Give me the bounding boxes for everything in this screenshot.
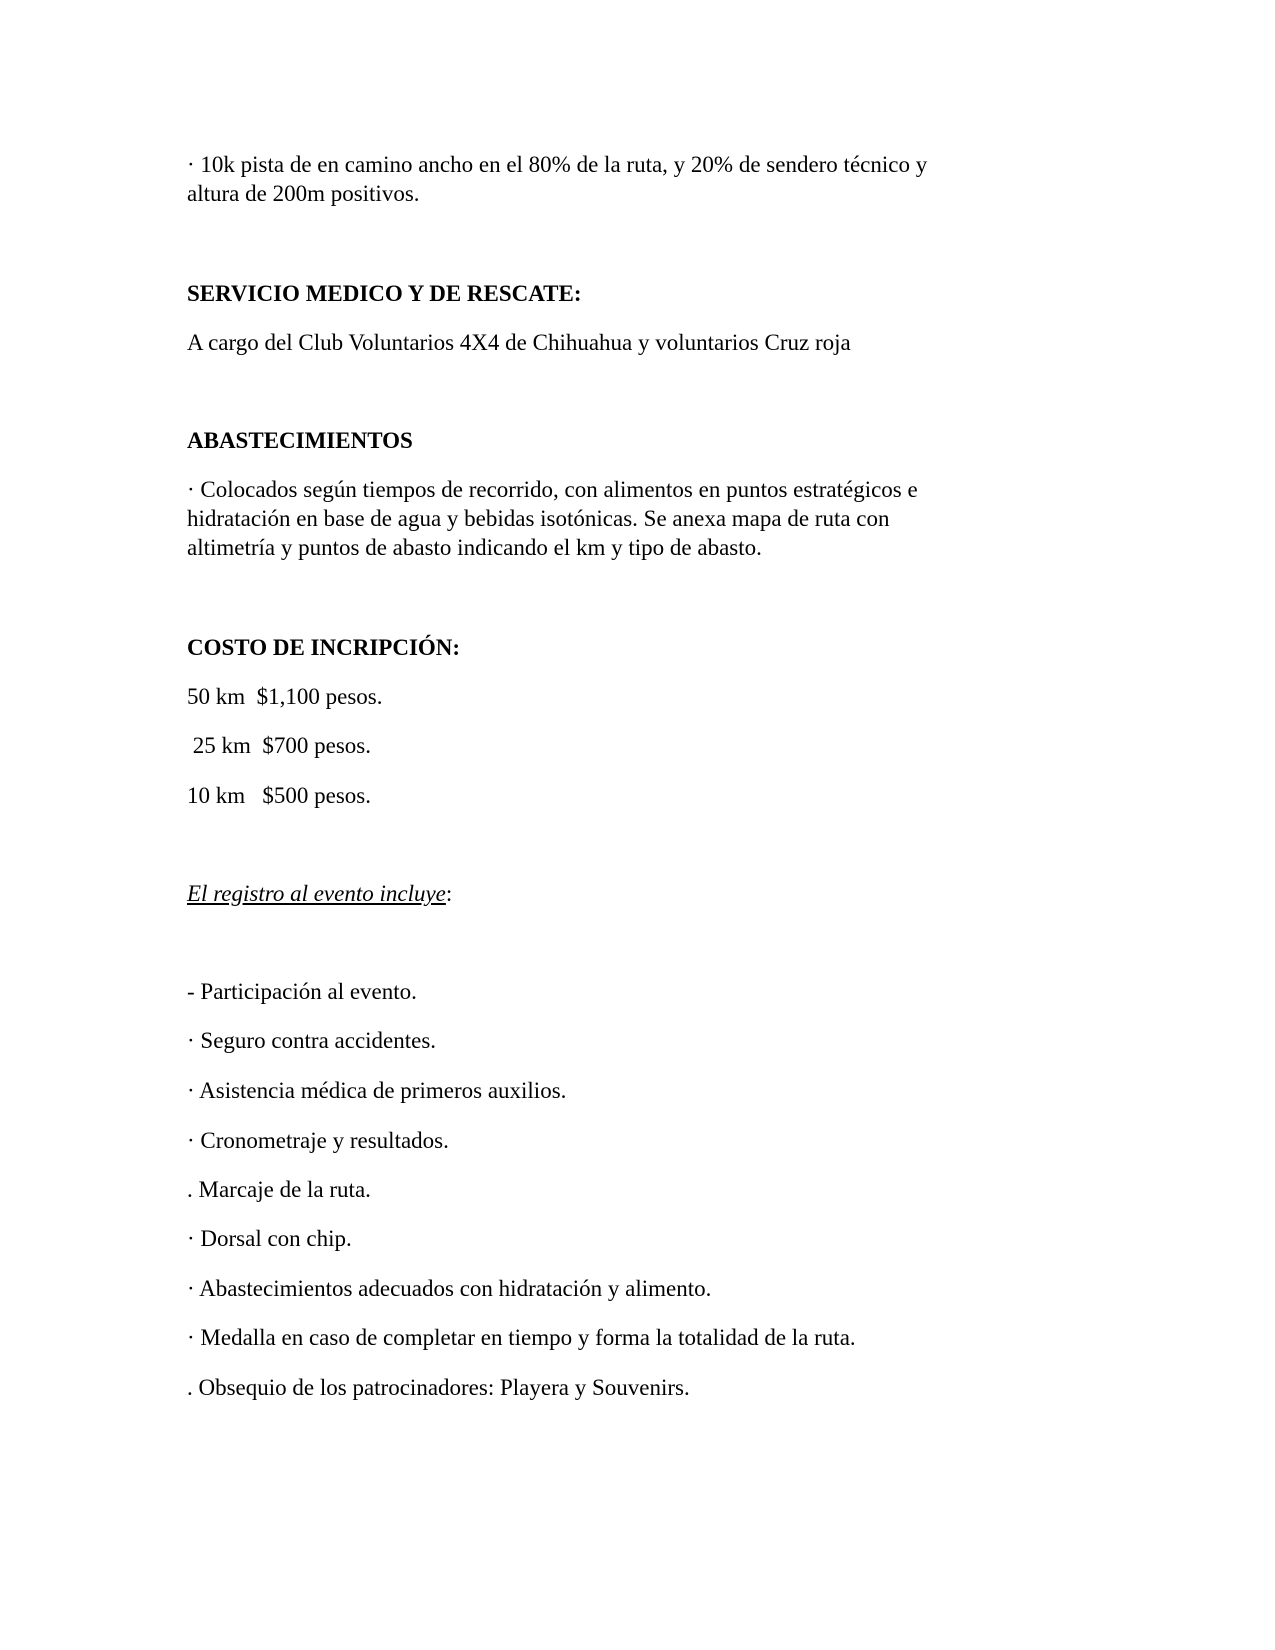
cost-item-50km: 50 km $1,100 pesos. xyxy=(187,684,383,709)
includes-item: · Seguro contra accidentes. xyxy=(187,1028,437,1053)
includes-item: · Cronometraje y resultados. xyxy=(187,1128,449,1153)
includes-heading-line xyxy=(187,879,452,909)
includes-item: . Marcaje de la ruta. xyxy=(187,1177,371,1202)
includes-item: · Dorsal con chip. xyxy=(187,1226,352,1251)
includes-item: · Medalla en caso de completar en tiempo y forma la totalidad de la ruta. xyxy=(187,1325,856,1350)
cost-item-25km: 25 km $700 pesos. xyxy=(187,733,371,758)
includes-item: · Abastecimientos adecuados con hidratación y alimento. xyxy=(187,1276,712,1301)
intro-line-1: · 10k pista de en camino ancho en el 80% de la ruta, y 20% de sendero técnico y xyxy=(187,152,928,177)
includes-heading-colon: : xyxy=(445,881,453,906)
medical-text: A cargo del Club Voluntarios 4X4 de Chihuahua y voluntarios Cruz roja xyxy=(187,330,851,355)
medical-heading: SERVICIO MEDICO Y DE RESCATE: xyxy=(187,281,582,306)
cost-item-10km: 10 km $500 pesos. xyxy=(187,783,371,808)
includes-heading: El registro al evento incluye xyxy=(187,881,446,906)
includes-item: - Participación al evento. xyxy=(187,979,417,1004)
includes-item: . Obsequio de los patrocinadores: Playera y Souvenirs. xyxy=(187,1375,690,1400)
supplies-line-3: altimetría y puntos de abasto indicando el km y tipo de abasto. xyxy=(187,535,762,560)
supplies-line-1: · Colocados según tiempos de recorrido, con alimentos en puntos estratégicos e xyxy=(187,477,918,502)
supplies-heading: ABASTECIMIENTOS xyxy=(187,428,413,453)
includes-item: · Asistencia médica de primeros auxilios. xyxy=(187,1078,567,1103)
intro-line-2: altura de 200m positivos. xyxy=(187,181,420,206)
cost-heading: COSTO DE INCRIPCIÓN: xyxy=(187,635,461,660)
supplies-line-2: hidratación en base de agua y bebidas isotónicas. Se anexa mapa de ruta con xyxy=(187,506,890,531)
